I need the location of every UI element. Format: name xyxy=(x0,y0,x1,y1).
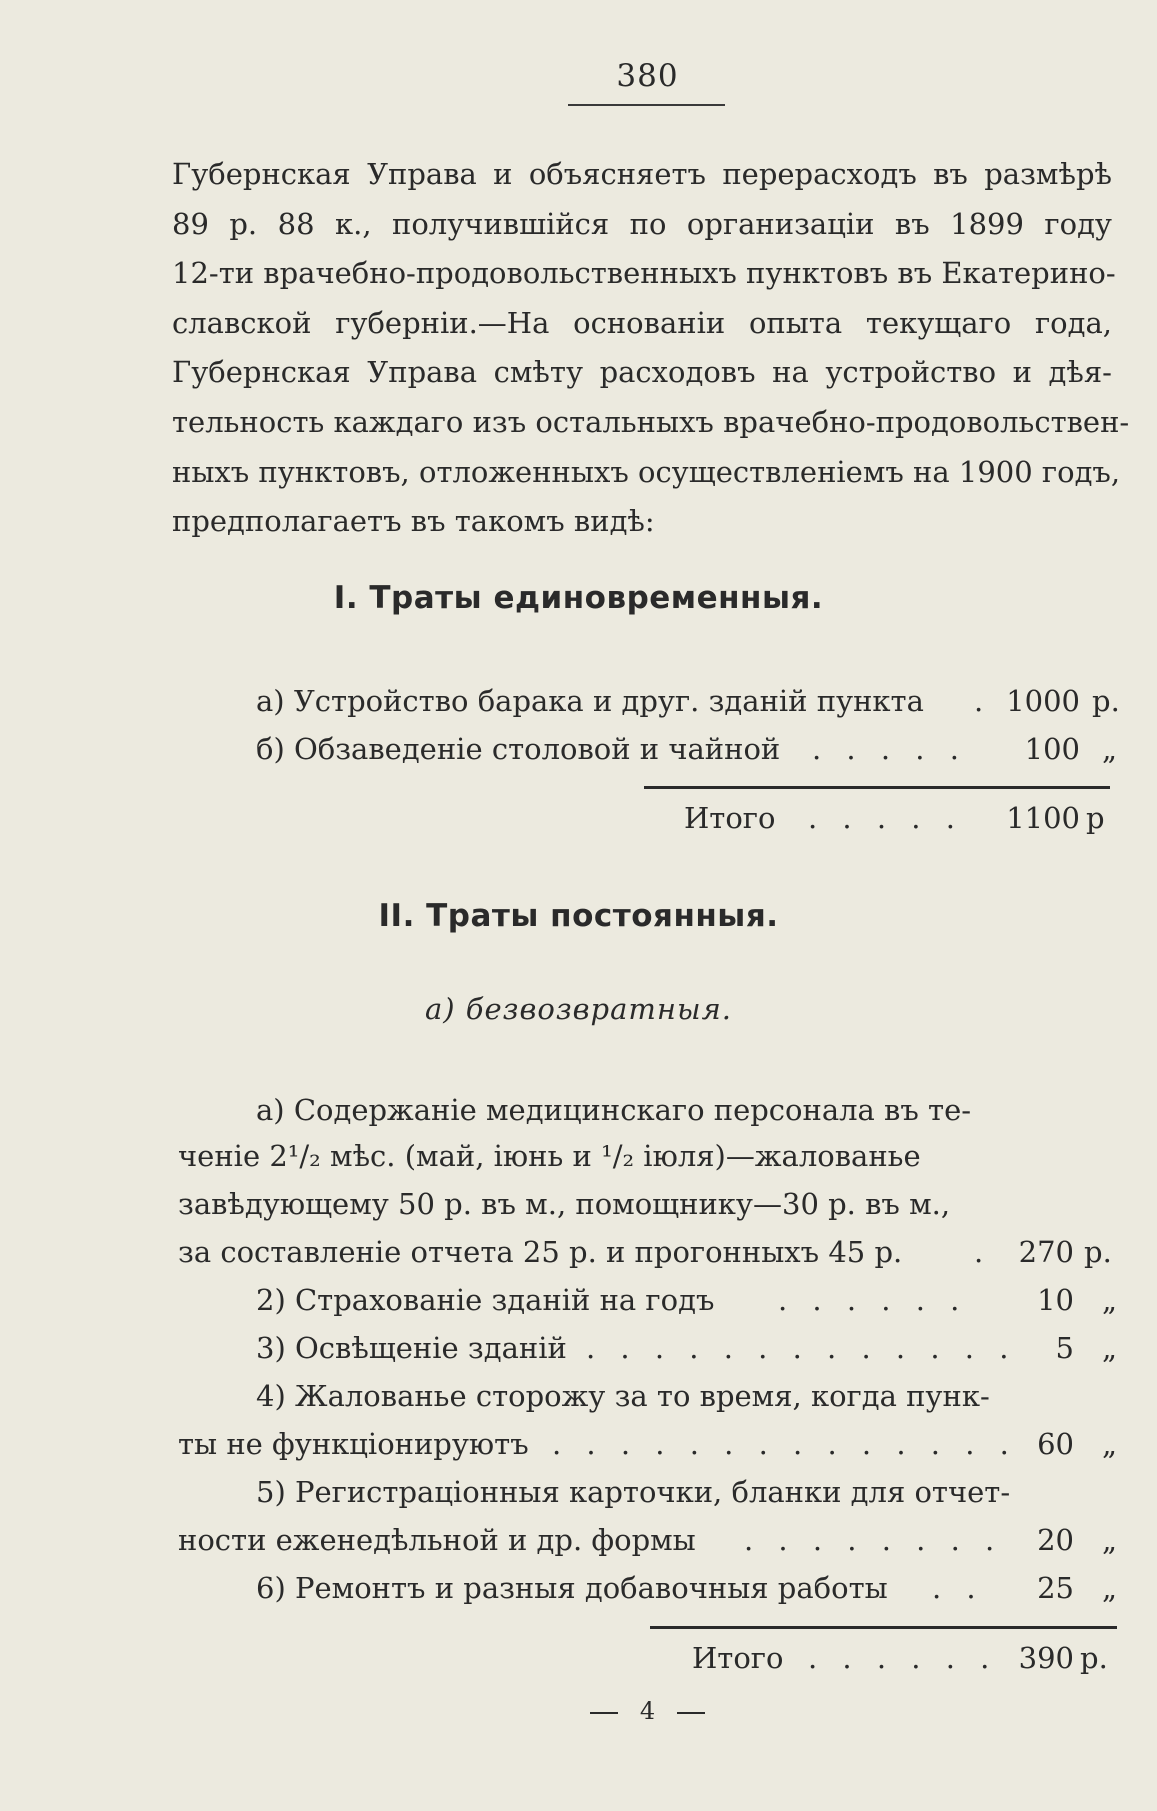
section1-total xyxy=(684,796,1116,840)
footer-signature-mark xyxy=(0,1697,1157,1725)
footer-signature: 4 xyxy=(639,1697,656,1725)
item-leader: . . . . . . . . . . . . . xyxy=(586,1331,1017,1365)
item-unit: „ xyxy=(1102,1571,1118,1605)
item-label: а) Устройство барака и друг. зданій пункта xyxy=(256,684,924,718)
section2-item5-total xyxy=(178,1518,1118,1562)
total-label: Итого xyxy=(684,801,776,835)
item-amount: 270 xyxy=(1018,1235,1074,1269)
section2-item1-line: завѣдующему 50 р. въ м., помощнику—30 р. въ м., xyxy=(178,1187,951,1221)
item-leader: . . . . . . . . xyxy=(744,1523,1003,1557)
item-label: ности еженедѣльной и др. формы xyxy=(178,1523,696,1557)
section2-subheading: а) безвозвратныя. xyxy=(424,992,733,1026)
page-number-rule xyxy=(568,104,725,106)
section2-total-rule xyxy=(650,1626,1117,1629)
intro-line: 12-ти врачебно-продовольственныхъ пунктовъ въ Екатерино- xyxy=(172,256,1116,291)
total-amount: 1100 xyxy=(1006,801,1080,835)
item-unit: р. xyxy=(1092,684,1120,718)
total-label: Итого xyxy=(692,1641,784,1675)
item-unit: „ xyxy=(1102,1427,1118,1461)
item-label: б) Обзаведеніе столовой и чайной xyxy=(256,732,781,766)
section2-item4-line: 4) Жалованье сторожу за то время, когда пунк- xyxy=(256,1379,990,1413)
item-leader: . xyxy=(974,684,992,718)
footer-dash-left xyxy=(590,1712,618,1714)
section1-item-a xyxy=(256,679,1120,723)
item-label: 3) Освѣщеніе зданій xyxy=(256,1331,567,1365)
section2-item4-total xyxy=(178,1422,1118,1466)
item-amount: 100 xyxy=(1024,732,1080,766)
intro-line: предполагаетъ въ такомъ видѣ: xyxy=(172,504,655,539)
section1-total-rule xyxy=(644,786,1110,789)
section1-item-b xyxy=(256,727,1116,771)
total-leader: . . . . . xyxy=(808,801,963,835)
item-label: за составленіе отчета 25 р. и прогонныхъ 45 р. xyxy=(178,1235,903,1269)
intro-line: славской губерніи.—На основаніи опыта текущаго года, xyxy=(172,305,1112,340)
section2-item5-line: 5) Регистраціонныя карточки, бланки для отчет- xyxy=(256,1475,1011,1509)
section1-heading: I. Траты единовременныя. xyxy=(333,580,824,616)
item-amount: 10 xyxy=(1037,1283,1074,1317)
intro-line: Губернская Управа смѣту расходовъ на устройство и дѣя- xyxy=(172,355,1112,390)
section2-total xyxy=(692,1636,1118,1680)
total-unit: р. xyxy=(1080,1641,1108,1675)
item-label: 6) Ремонтъ и разныя добавочныя работы xyxy=(256,1571,888,1605)
item-unit: р. xyxy=(1084,1235,1112,1269)
section2-item1-line: а) Содержаніе медицинскаго персонала въ те- xyxy=(256,1093,972,1127)
item-amount: 1000 xyxy=(1006,684,1080,718)
item-leader: . xyxy=(974,1235,992,1269)
section2-item2 xyxy=(256,1278,1118,1322)
intro-line: ныхъ пунктовъ, отложенныхъ осуществленіемъ на 1900 годъ, xyxy=(172,454,1121,489)
item-amount: 60 xyxy=(1037,1427,1074,1461)
item-unit: „ xyxy=(1102,1331,1118,1365)
item-leader: . . . . . . xyxy=(778,1283,968,1317)
section2-item3 xyxy=(256,1326,1118,1370)
section2-item1-line: ченіе 2¹/₂ мѣс. (май, іюнь и ¹/₂ іюля)—жалованье xyxy=(178,1139,921,1173)
section2-item1-total xyxy=(178,1230,1118,1274)
section2-item6 xyxy=(256,1566,1118,1610)
item-leader: . . xyxy=(932,1571,984,1605)
item-unit: „ xyxy=(1102,1283,1118,1317)
item-unit: „ xyxy=(1102,732,1118,766)
intro-line: 89 р. 88 к., получившійся по организаціи въ 1899 году xyxy=(172,206,1112,241)
item-leader: . . . . . . . . . . . . . . xyxy=(552,1427,1017,1461)
item-label: ты не функціонируютъ xyxy=(178,1427,529,1461)
item-amount: 20 xyxy=(1037,1523,1074,1557)
item-label: 2) Страхованіе зданій на годъ xyxy=(256,1283,715,1317)
item-unit: „ xyxy=(1102,1523,1118,1557)
intro-line: тельность каждаго изъ остальныхъ врачебно-продовольствен- xyxy=(172,404,1130,439)
total-unit: р xyxy=(1086,801,1105,835)
total-amount: 390 xyxy=(1018,1641,1074,1675)
intro-paragraph xyxy=(172,150,1130,547)
page-number: 380 xyxy=(616,58,679,94)
intro-line: Губернская Управа и объясняетъ перерасходъ въ размѣрѣ xyxy=(172,157,1112,191)
footer-dash-right xyxy=(677,1712,705,1714)
item-amount: 5 xyxy=(1055,1331,1074,1365)
item-amount: 25 xyxy=(1037,1571,1074,1605)
section2-heading: II. Траты постоянныя. xyxy=(378,898,779,934)
total-leader: . . . . . . xyxy=(808,1641,998,1675)
item-leader: . . . . . xyxy=(812,732,967,766)
